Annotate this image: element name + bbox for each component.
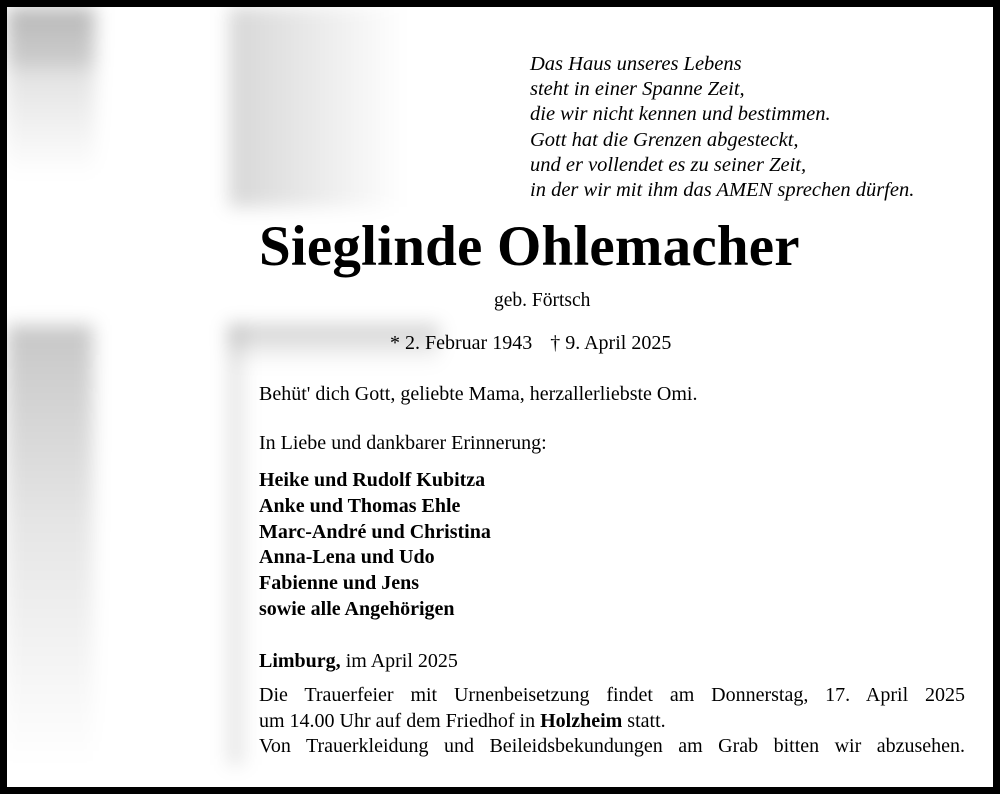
notice-text: um 14.00 Uhr auf dem Friedhof in	[259, 709, 536, 732]
funeral-notice	[259, 683, 965, 760]
place-and-date	[259, 650, 458, 673]
notice-line: Von Trauerkleidung und Beileidsbekundungen am Grab bitten wir abzusehen.	[259, 735, 965, 757]
mourner-entry: Anke und Thomas Ehle	[259, 494, 461, 517]
birth-date: * 2. Februar 1943	[390, 332, 533, 354]
notice-line: Die Trauerfeier mit Urnenbeisetzung findet am Donnerstag, 17. April 2025	[259, 684, 965, 706]
place-city: Limburg,	[259, 650, 341, 672]
notice-text: statt.	[627, 709, 666, 732]
mourners-intro: In Liebe und dankbarer Erinnerung:	[259, 432, 547, 454]
mourner-entry: sowie alle Angehörigen	[259, 597, 455, 620]
poem-line: und er vollendet es zu seiner Zeit,	[530, 153, 807, 176]
mourners-list	[259, 468, 491, 623]
poem-line: Gott hat die Grenzen abgesteckt,	[530, 128, 799, 151]
mourner-entry: Marc-André und Christina	[259, 520, 491, 543]
poem-line: steht in einer Spanne Zeit,	[530, 78, 745, 101]
birth-name: geb. Förtsch	[494, 290, 591, 311]
mourner-entry: Fabienne und Jens	[259, 572, 420, 595]
notice-line	[259, 709, 965, 735]
death-date: † 9. April 2025	[550, 332, 672, 354]
poem	[530, 52, 914, 203]
mourner-entry: Anna-Lena und Udo	[259, 546, 435, 569]
life-dates	[390, 332, 671, 355]
farewell-text: Behüt' dich Gott, geliebte Mama, herzallerliebste Omi.	[259, 383, 698, 405]
deceased-name: Sieglinde Ohlemacher	[259, 215, 800, 278]
poem-line: die wir nicht kennen und bestimmen.	[530, 103, 831, 126]
poem-line: in der wir mit ihm das AMEN sprechen dürfen.	[530, 179, 915, 202]
place-date: im April 2025	[345, 650, 458, 672]
cemetery-place: Holzheim	[540, 709, 623, 732]
poem-line: Das Haus unseres Lebens	[530, 53, 742, 75]
mourner-entry: Heike und Rudolf Kubitza	[259, 469, 486, 491]
